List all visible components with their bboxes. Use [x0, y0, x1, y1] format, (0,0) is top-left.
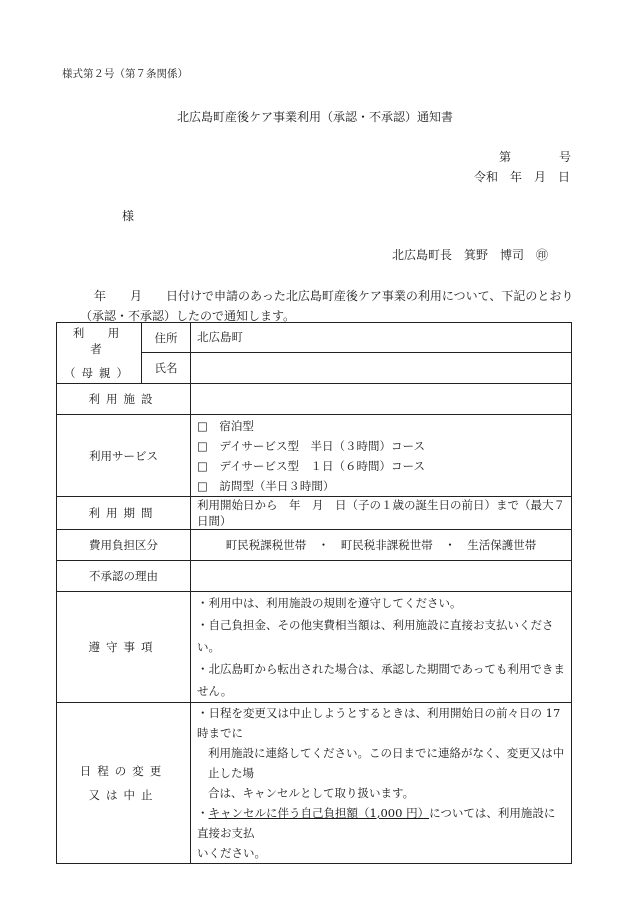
- intro-line-1: 年 月 日付けで申請のあった北広島町産後ケア事業の利用について、下記のとおり: [94, 289, 574, 303]
- schedule-notes: [191, 703, 572, 864]
- schedule-label: [57, 703, 191, 864]
- form-number: 様式第２号（第７条関係）: [62, 68, 188, 80]
- user-label: [57, 323, 142, 384]
- document-number: 第 号: [499, 150, 572, 164]
- notice-form-table: [56, 322, 572, 864]
- address-label: 住所: [142, 323, 191, 353]
- rule-item: ・利用中は、利用施設の規則を遵守してください。: [197, 596, 462, 610]
- name-label: 氏名: [142, 353, 191, 384]
- addressee: 様: [122, 209, 135, 223]
- name-value[interactable]: [191, 353, 572, 384]
- schedule-label-line-2: 又は中止: [88, 788, 159, 802]
- period-value: 利用開始日から 年 月 日（子の１歳の誕生日の前日）まで（最大７日間）: [191, 497, 572, 530]
- cost-options[interactable]: 町民税課税世帯 ・ 町民税非課税世帯 ・ 生活保護世帯: [191, 530, 572, 561]
- document-date: 令和 年 月 日: [474, 170, 571, 184]
- cost-label: 費用負担区分: [57, 530, 191, 561]
- service-option-day-full[interactable]: □ デイサービス型 １日（６時間）コース: [197, 458, 425, 473]
- intro-line-2: （承認・不承認）したので通知します。: [80, 309, 296, 323]
- schedule-note-1a: ・日程を変更又は中止しようとするときは、利用開始日の前々日の 17 時までに: [197, 706, 561, 740]
- period-label: 利用期間: [57, 497, 191, 530]
- user-label-line-2: （母親）: [64, 366, 134, 380]
- issuer: 北広島町長 箕野 博司 ㊞: [392, 248, 549, 262]
- cancel-fee-underlined: キャンセルに伴う自己負担額（1,000 円）: [208, 806, 430, 820]
- service-option-day-half[interactable]: □ デイサービス型 半日（３時間）コース: [197, 438, 425, 453]
- rules-list: [191, 592, 572, 703]
- rule-item: ・北広島町から転出された場合は、承認した期間であっても利用できません。: [197, 662, 565, 698]
- facility-label: 利用施設: [57, 384, 191, 415]
- reject-reason-label: 不承認の理由: [57, 561, 191, 592]
- schedule-note-2-bullet: ・: [197, 806, 209, 820]
- service-option-stay[interactable]: □ 宿泊型: [197, 418, 254, 433]
- schedule-label-line-1: 日程の変更: [79, 764, 168, 778]
- user-label-line-1: 利 用 者: [72, 326, 143, 356]
- rules-label: 遵守事項: [57, 592, 191, 703]
- schedule-note-1b: 利用施設に連絡してください。この日までに連絡がなく、変更又は中止した場: [208, 746, 565, 780]
- service-label: 利用サービス: [57, 415, 191, 497]
- address-value[interactable]: 北広島町: [191, 323, 572, 353]
- service-option-visit[interactable]: □ 訪問型（半日３時間）: [197, 478, 335, 493]
- reject-reason-value[interactable]: [191, 561, 572, 592]
- schedule-note-2-rest: については、利用施設に直接お支払: [197, 806, 556, 840]
- schedule-note-2-end: いください。: [197, 846, 266, 860]
- rule-item: ・自己負担金、その他実費相当額は、利用施設に直接お支払いください。: [197, 618, 554, 654]
- schedule-note-1c: 合は、キャンセルとして取り扱います。: [208, 786, 415, 800]
- schedule-note-2: [197, 803, 565, 843]
- document-title: 北広島町産後ケア事業利用（承認・不承認）通知書: [176, 110, 453, 124]
- facility-value[interactable]: [191, 384, 572, 415]
- service-options: [191, 415, 572, 497]
